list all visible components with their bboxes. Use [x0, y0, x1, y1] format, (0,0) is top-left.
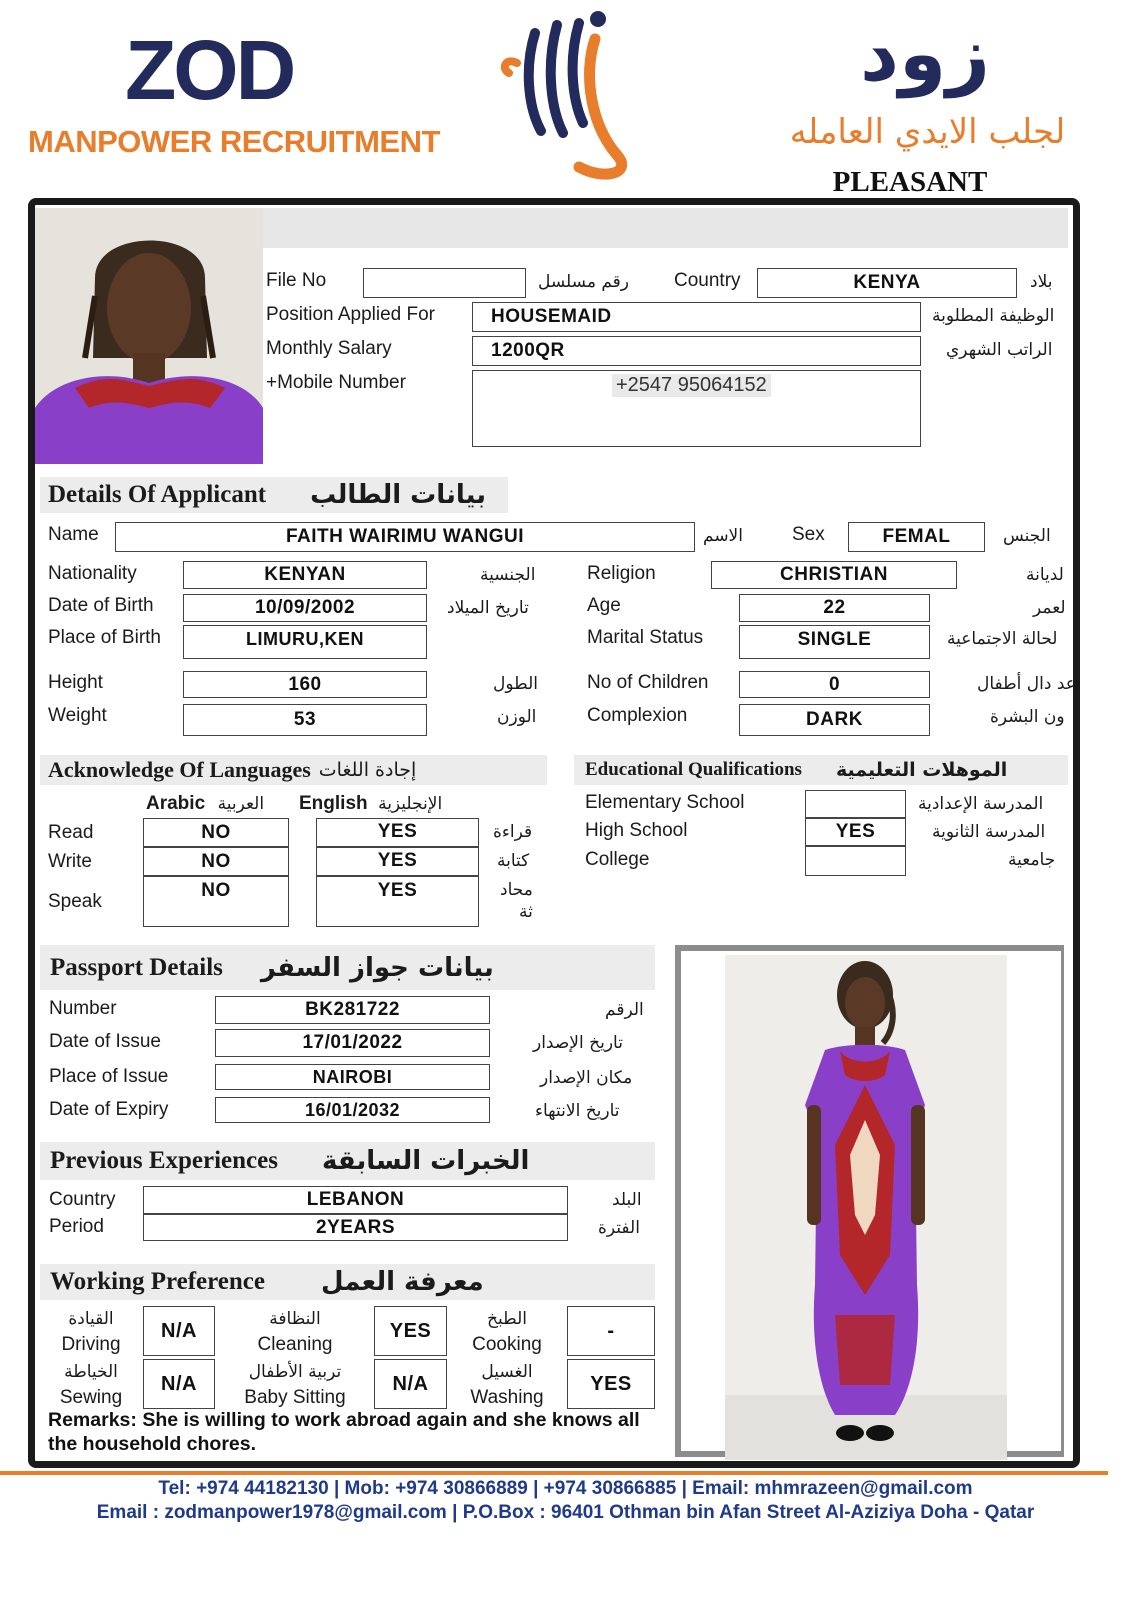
- children-label-ar: عد دال أطفال: [977, 674, 1076, 694]
- passport-section-header: [40, 945, 655, 990]
- college-label-ar: جامعية: [1008, 850, 1056, 870]
- dob-label-ar: تاريخ الميلاد: [447, 598, 529, 618]
- baby-sitting-label: Baby Sitting: [244, 1387, 346, 1408]
- write-english-field[interactable]: YES: [316, 847, 479, 876]
- sex-field[interactable]: FEMAL: [848, 522, 985, 552]
- pob-label: Place of Birth: [48, 627, 161, 648]
- read-label-ar: قراءة: [493, 822, 533, 842]
- applicant-photo-full: [725, 955, 1007, 1460]
- speak-arabic-field[interactable]: NO: [143, 876, 289, 927]
- children-label: No of Children: [587, 672, 709, 693]
- passport-title: Passport Details: [50, 953, 223, 981]
- remarks-text: She is willing to work abroad again and she knows all the household chores.: [48, 1409, 640, 1455]
- country-label-ar: بلاد: [1030, 272, 1053, 292]
- experience-title-ar: الخبرات السابقة: [321, 1146, 530, 1176]
- remarks: [48, 1408, 668, 1456]
- salary-field[interactable]: 1200QR: [472, 336, 921, 366]
- preference-title: Working Preference: [50, 1268, 265, 1295]
- marital-label: Marital Status: [587, 627, 704, 648]
- position-label: Position Applied For: [266, 304, 435, 325]
- baby-sitting-field[interactable]: N/A: [374, 1359, 447, 1409]
- cooking-field[interactable]: -: [567, 1306, 655, 1356]
- read-english-field[interactable]: YES: [316, 818, 479, 847]
- salary-label: Monthly Salary: [266, 338, 392, 359]
- driving-label-ar: القيادة: [68, 1309, 114, 1329]
- english-col-header: [299, 793, 442, 815]
- file-no-field[interactable]: [363, 268, 526, 298]
- education-title: Educational Qualifications: [585, 759, 802, 780]
- portrait-illustration-icon: [35, 208, 263, 464]
- baby-sitting-label-ar: تربية الأطفال: [248, 1362, 342, 1382]
- applicant-title-ar: بيانات الطالب: [310, 480, 486, 510]
- nationality-label-ar: الجنسية: [480, 565, 536, 585]
- education-section-header: [574, 755, 1068, 785]
- religion-label-ar: لديانة: [1026, 565, 1064, 585]
- complexion-label: Complexion: [587, 705, 688, 726]
- issue-date-label: Date of Issue: [49, 1031, 161, 1052]
- college-label: College: [585, 849, 650, 870]
- exp-period-label: Period: [49, 1216, 104, 1237]
- country-field[interactable]: KENYA: [757, 268, 1017, 298]
- elementary-label-ar: المدرسة الإعدادية: [918, 794, 1044, 814]
- logo-subtitle: MANPOWER RECRUITMENT: [28, 124, 440, 159]
- agency-name: PLEASANT: [832, 166, 988, 198]
- speak-label-ar-2: ثة: [519, 902, 533, 922]
- age-field[interactable]: 22: [739, 594, 930, 622]
- name-label: Name: [48, 524, 99, 545]
- english-header: English: [299, 793, 368, 814]
- full-body-illustration-icon: [725, 955, 1007, 1460]
- children-field[interactable]: 0: [739, 671, 930, 698]
- applicant-section-header: [40, 477, 508, 513]
- exp-period-label-ar: الفترة: [598, 1218, 640, 1238]
- religion-field[interactable]: CHRISTIAN: [711, 561, 957, 589]
- position-field[interactable]: HOUSEMAID: [472, 302, 921, 332]
- write-arabic-field[interactable]: NO: [143, 847, 289, 876]
- cleaning-label-ar: النظافة: [269, 1309, 321, 1329]
- file-no-label-ar: رقم مسلسل: [538, 272, 629, 292]
- preference-title-ar: معرفة العمل: [321, 1267, 484, 1297]
- sex-label-ar: الجنس: [1003, 526, 1051, 546]
- passport-number-label-ar: الرقم: [605, 1000, 644, 1020]
- file-no-label: File No: [266, 270, 327, 291]
- height-label-ar: الطول: [493, 674, 538, 694]
- name-label-ar: الاسم: [703, 526, 743, 546]
- passport-number-field[interactable]: BK281722: [215, 996, 490, 1024]
- washing-label: Washing: [470, 1387, 544, 1408]
- nationality-label: Nationality: [48, 563, 137, 584]
- issue-date-field[interactable]: 17/01/2022: [215, 1029, 490, 1057]
- weight-label: Weight: [48, 705, 107, 726]
- arabic-col-header: [146, 793, 264, 815]
- elementary-field[interactable]: [805, 790, 906, 818]
- issue-place-label-ar: مكان الإصدار: [540, 1068, 633, 1088]
- exp-country-field[interactable]: LEBANON: [143, 1186, 568, 1214]
- footer-address-line: Email : zodmanpower1978@gmail.com | P.O.Box : 96401 Othman bin Afan Street Al-Aziziya Doha - Qatar: [96, 1502, 1035, 1523]
- salary-label-ar: الراتب الشهري: [946, 340, 1053, 360]
- weight-label-ar: الوزن: [497, 707, 537, 727]
- name-field[interactable]: FAITH WAIRIMU WANGUI: [115, 522, 695, 552]
- expiry-label-ar: تاريخ الانتهاء: [535, 1101, 620, 1121]
- arabic-header: Arabic: [146, 793, 206, 814]
- driving-label: Driving: [61, 1334, 121, 1355]
- expiry-label: Date of Expiry: [49, 1099, 169, 1120]
- weight-field[interactable]: 53: [183, 704, 427, 736]
- complexion-label-ar: ون البشرة: [990, 707, 1065, 727]
- washing-label-ar: الغسيل: [481, 1362, 533, 1382]
- sewing-label-ar: الخياطة: [64, 1362, 118, 1382]
- exp-period-field[interactable]: 2YEARS: [143, 1214, 568, 1241]
- age-label-ar: لعمر: [1033, 598, 1066, 618]
- nationality-field[interactable]: KENYAN: [183, 561, 427, 589]
- dob-field[interactable]: 10/09/2002: [183, 594, 427, 622]
- education-title-ar: الموهلات التعليمية: [835, 759, 1008, 781]
- speak-label-ar-1: محاد: [500, 880, 533, 900]
- marital-field[interactable]: SINGLE: [739, 625, 930, 659]
- highschool-label-ar: المدرسة الثانوية: [932, 822, 1046, 842]
- marital-label-ar: لحالة الاجتماعية: [947, 629, 1058, 649]
- cooking-label-ar: الطبخ: [487, 1309, 527, 1329]
- speak-english-field[interactable]: YES: [316, 876, 479, 927]
- top-band: [262, 208, 1068, 248]
- experience-title: Previous Experiences: [50, 1147, 278, 1174]
- issue-place-label: Place of Issue: [49, 1066, 169, 1087]
- read-arabic-field[interactable]: NO: [143, 818, 289, 847]
- applicant-photo-small: [35, 208, 263, 464]
- passport-number-label: Number: [49, 998, 117, 1019]
- write-label-ar: كتابة: [497, 851, 530, 871]
- read-label: Read: [48, 822, 94, 843]
- height-label: Height: [48, 672, 103, 693]
- applicant-title: Details Of Applicant: [48, 481, 267, 508]
- passport-title-ar: بيانات جواز السفر: [260, 952, 494, 983]
- sewing-label: Sewing: [59, 1387, 123, 1408]
- country-label: Country: [674, 270, 741, 291]
- exp-country-label-ar: البلد: [612, 1190, 642, 1210]
- sex-label: Sex: [792, 524, 825, 545]
- footer-divider: [0, 1471, 1108, 1475]
- driving-field[interactable]: N/A: [143, 1306, 215, 1356]
- complexion-field[interactable]: DARK: [739, 704, 930, 736]
- pob-field[interactable]: LIMURU,KEN: [183, 625, 427, 659]
- english-header-ar: الإنجليزية: [378, 794, 443, 814]
- logo-mark-icon: [495, 5, 645, 185]
- mobile-value: +2547 95064152: [612, 374, 771, 397]
- preference-section-header: [40, 1264, 655, 1300]
- experience-section-header: [40, 1142, 655, 1180]
- languages-section-header: [40, 755, 547, 785]
- cleaning-field[interactable]: YES: [374, 1306, 447, 1356]
- speak-label: Speak: [48, 891, 102, 912]
- footer-contact-line: Tel: +974 44182130 | Mob: +974 30866889 | +974 30866885 | Email: mhmrazeen@gmail.com: [158, 1478, 973, 1499]
- expiry-field[interactable]: 16/01/2032: [215, 1097, 490, 1123]
- cleaning-label: Cleaning: [257, 1334, 333, 1355]
- cooking-label: Cooking: [472, 1334, 542, 1355]
- mobile-label: +Mobile Number: [266, 372, 406, 393]
- college-field[interactable]: [805, 846, 906, 876]
- issue-place-field[interactable]: NAIROBI: [215, 1064, 490, 1090]
- age-label: Age: [587, 595, 621, 616]
- issue-date-label-ar: تاريخ الإصدار: [533, 1033, 623, 1053]
- position-label-ar: الوظيفة المطلوبة: [932, 306, 1055, 326]
- languages-title: Acknowledge Of Languages: [48, 757, 311, 782]
- languages-title-ar: إجادة اللغات: [318, 759, 417, 781]
- elementary-label: Elementary School: [585, 792, 745, 813]
- arabic-header-ar: العربية: [217, 794, 265, 814]
- highschool-field[interactable]: YES: [805, 818, 906, 846]
- logo-arabic-subtitle: لجلب الايدي العامله: [789, 112, 1066, 152]
- write-label: Write: [48, 851, 92, 872]
- religion-label: Religion: [587, 563, 656, 584]
- logo-arabic-text: زود: [860, 9, 990, 98]
- dob-label: Date of Birth: [48, 595, 154, 616]
- exp-country-label: Country: [49, 1189, 116, 1210]
- height-field[interactable]: 160: [183, 671, 427, 698]
- sewing-field[interactable]: N/A: [143, 1359, 215, 1409]
- remarks-label: Remarks:: [48, 1409, 137, 1431]
- logo-latin-text: ZOD: [125, 23, 294, 117]
- washing-field[interactable]: YES: [567, 1359, 655, 1409]
- highschool-label: High School: [585, 820, 688, 841]
